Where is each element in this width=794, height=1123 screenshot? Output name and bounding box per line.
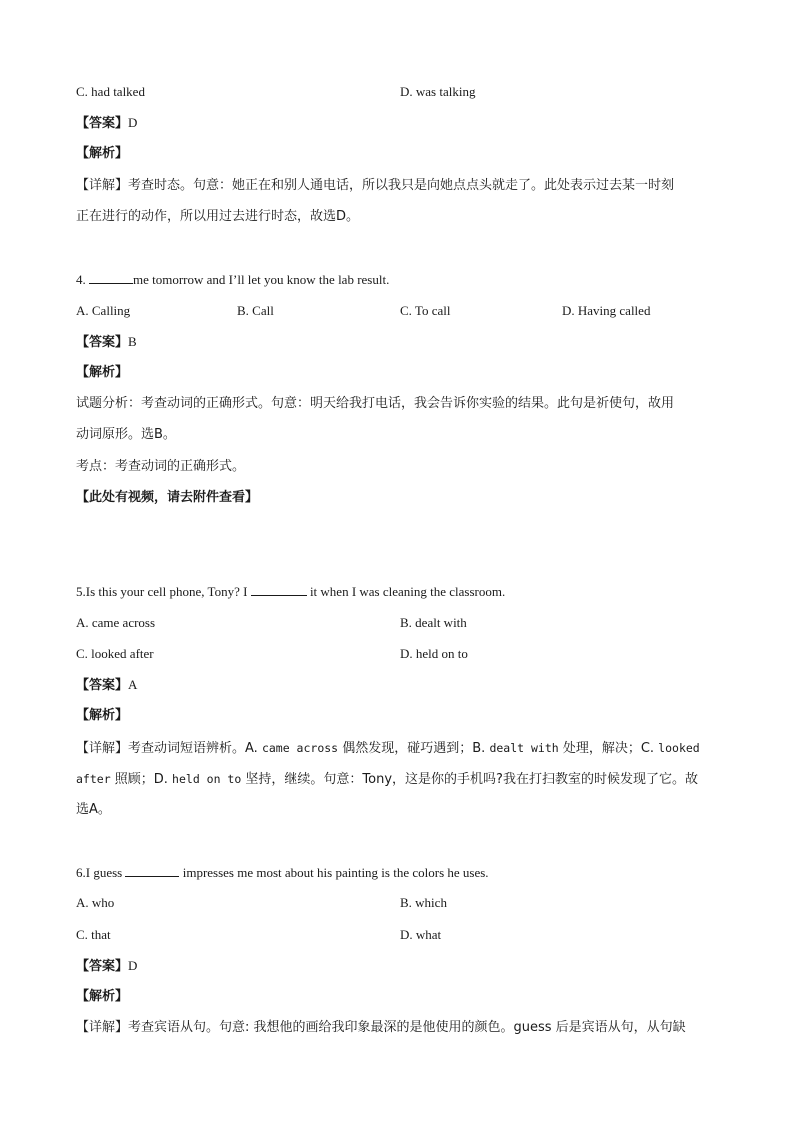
- answer-value: D: [128, 958, 138, 973]
- question-6: [76, 864, 489, 881]
- answer-blank: [89, 271, 133, 284]
- answer-value: B: [128, 334, 137, 349]
- detail-text: 偶然发现，碰巧遇到；B.: [338, 741, 490, 756]
- detail-term: looked: [658, 741, 700, 755]
- q4-option-c: C. To call: [400, 303, 451, 318]
- q5-option-d: D. held on to: [400, 646, 468, 661]
- detail-text: 坚持，继续。句意：Tony，这是你的手机吗?我在打扫教室的时候发现了它。故: [241, 772, 698, 787]
- answer-label: 【答案】: [76, 335, 129, 350]
- prev-answer: [76, 115, 137, 132]
- detail-term: dealt with: [489, 741, 559, 755]
- q5-answer: [76, 677, 137, 694]
- question-text-after: impresses me most about his painting is the colors he uses.: [182, 865, 489, 880]
- detail-text: 照顾；D.: [110, 772, 173, 787]
- question-5: [76, 583, 505, 600]
- q4-analysis-label: 【解析】: [76, 365, 129, 380]
- q6-option-d: D. what: [400, 927, 442, 942]
- q5-analysis-label: 【解析】: [76, 708, 129, 723]
- q5-detail-line1: [76, 740, 700, 757]
- detail-term: came across: [261, 741, 339, 755]
- prev-analysis-label: 【解析】: [76, 146, 129, 161]
- q5-option-a: A. came across: [76, 615, 156, 630]
- answer-value: A: [128, 677, 138, 692]
- q4-analysis-line2: 动词原形。选B。: [76, 427, 176, 442]
- q4-option-a: A. Calling: [76, 303, 131, 318]
- q5-detail-line2: [76, 771, 698, 788]
- detail-term: after: [76, 772, 111, 786]
- q4-analysis-line1: 试题分析：考查动词的正确形式。句意：明天给我打电话，我会告诉你实验的结果。此句是祈使句，故用: [76, 396, 675, 411]
- q5-option-c: C. looked after: [76, 646, 154, 661]
- q5-detail-line3: 选A。: [76, 802, 111, 817]
- q4-video-note: 【此处有视频，请去附件查看】: [76, 490, 259, 505]
- prev-option-d: D. was talking: [400, 84, 476, 99]
- q4-option-b: B. Call: [237, 303, 274, 318]
- answer-blank: [251, 583, 307, 596]
- answer-blank: [125, 864, 179, 877]
- q6-answer: [76, 958, 137, 975]
- q6-option-c: C. that: [76, 927, 111, 942]
- answer-label: 【答案】: [76, 116, 129, 131]
- q5-option-b: B. dealt with: [400, 615, 467, 630]
- prev-detail-line2: 正在进行的动作，所以用过去进行时态，故选D。: [76, 209, 360, 224]
- prev-detail-line1: 【详解】考查时态。句意：她正在和别人通电话，所以我只是向她点点头就走了。此处表示过去某一时刻: [76, 178, 675, 193]
- q4-point: 考点：考查动词的正确形式。: [76, 459, 246, 474]
- prev-option-c: C. had talked: [76, 84, 145, 99]
- detail-text: 【详解】考查动词短语辨析。A.: [76, 741, 262, 756]
- question-text-before: 6.I guess: [76, 865, 123, 880]
- answer-label: 【答案】: [76, 678, 129, 693]
- detail-text: 处理，解决；C.: [558, 741, 659, 756]
- answer-label: 【答案】: [76, 959, 129, 974]
- q4-answer: [76, 334, 137, 351]
- q6-option-b: B. which: [400, 895, 447, 910]
- q4-option-d: D. Having called: [562, 303, 651, 318]
- q6-option-a: A. who: [76, 895, 115, 910]
- q6-detail-line1: 【详解】考查宾语从句。句意: 我想他的画给我印象最深的是他使用的颜色。guess 后是宾语从句，从句缺: [76, 1020, 686, 1035]
- detail-term: held on to: [172, 772, 242, 786]
- question-4: [76, 271, 389, 288]
- answer-value: D: [128, 115, 138, 130]
- question-text: me tomorrow and I’ll let you know the lab result.: [133, 272, 390, 287]
- question-number: 4.: [76, 272, 86, 287]
- question-text-after: it when I was cleaning the classroom.: [309, 584, 506, 599]
- q6-analysis-label: 【解析】: [76, 989, 129, 1004]
- question-text-before: 5.Is this your cell phone, Tony? I: [76, 584, 248, 599]
